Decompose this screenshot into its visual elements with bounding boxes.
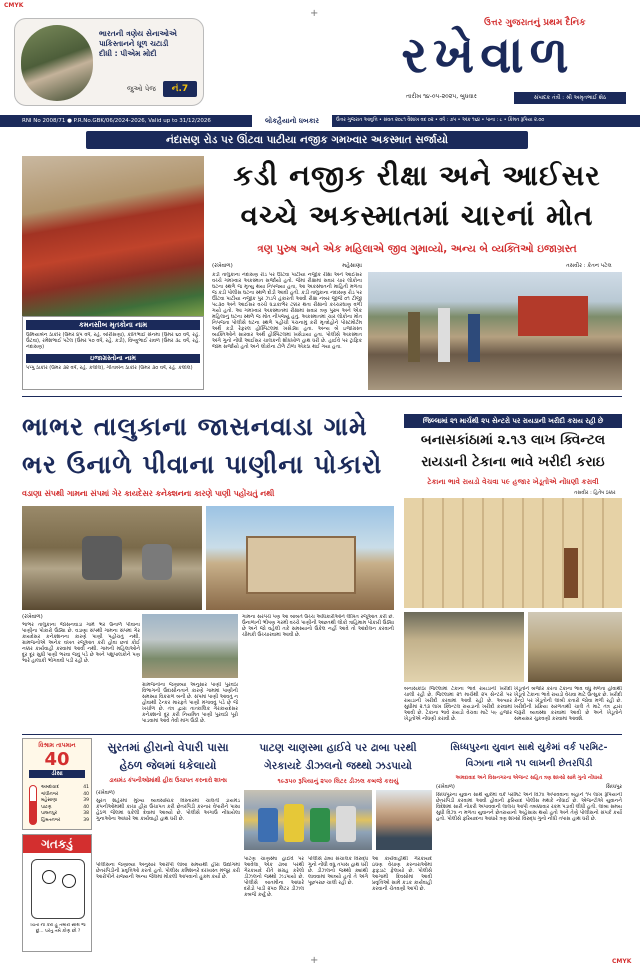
story-1-kicker-text: નંદાસણ રોડ પર ઊંટવા પાટીયા નજીક ગમખ્વાર અકસ્માત સર્જાયો [165,134,448,146]
story-6-dateline [436,784,622,790]
weather-row: મહેસાણા 39 [41,798,89,803]
dateline-source: (રખેવાળ) [436,784,455,790]
edition-line: ઉત્તર ગુજરાત આવૃત્તિ • સંવત ૨૦૮૧ વૈશાખ વદ ૦૨ • વર્ષ : ૭૫ • અંક ૧૬૪ • પાના : ૮ • કિંમત રૂપિયા ૨.૦૦ [336,118,545,123]
worker-shape [564,548,578,598]
building-shape [246,536,356,594]
teaser-line: ભારતની ત્રણેય સેનાઓએ [99,29,177,38]
story-4-dateline: (રખેવાળ) [96,790,115,796]
can-shape [336,806,356,842]
story-2-body-col-1: ભાભર તાલુકાના જાસનવાડા ગામે ભર ઉનાળે પીવાના પાણીના પોકારો ઉઠ્યા છે. વડાણા સંપથી ગામના સંપમાં ગેર કાયદેસર કનેક્શનના કારણે પાણી પહોંચતું નથી. ગ્રામજનોએ અનેક વખત રજૂઆત કરી હોવા છતાં કોઈ નક્કર કાર્યવાહી કરવામાં આવી નથી. ગામની મહિલાઓને દૂર દૂર સુધી પાણી ભરવા જવું પડે છે અને પશુપાલકોને પણ ભારે હાલાકી ભોગવવી પડી રહી છે. [22,622,140,664]
story-1-subhead: ત્રણ પુરુષ અને એક મહિલાએ જીવ ગુમાવ્યો, અન્ય બે વ્યક્તિઓ ઇજાગ્રસ્ત [257,243,577,255]
can-shape [284,804,304,842]
can-shape [258,808,278,842]
color-registration-mark-br: CMYK [612,958,632,965]
cartoon-drawing [31,859,85,919]
crosshair-mark: + [310,955,319,966]
story-3-photo-trolley [528,612,622,682]
story-3-headline-2: રાયડાની ટેકાના ભાવે ખરીદી કરાઇ [421,454,605,470]
story-6-body: સિધ્ધપુરના યુવાન સાથે યુકેમાં વર્ક પરમિટ અને વિઝા અપાવવાના બહાને ૧૫ લાખ રૂપિયાની છેતરપિંડી કરવામાં આવી હોવાની ફરિયાદ પોલીસ મથકે નોંધાઈ છે. એજન્ટોએ યુવાનને વિદેશમાં સારી નોકરી અપાવવાની લાલચ આપી તબક્કાવાર રકમ પડાવી લીધી હતી. લાંબા સમય સુધી વિઝા ન મળતા યુવાનને છેતરાયાનો અહેસાસ થયો હતો અને તેણે પોલીસનો સંપર્ક કર્યો હતો. પોલીસે ફરિયાદના આધારે ત્રણ શખ્સો વિરુદ્ધ ગુનો નોંધી તપાસ હાથ ધરી છે. [436,792,622,822]
story-6-subhead: અમદાવાદ અને વિસનગરના એજન્ટ સહિત ત્રણ શખ્સો સામે ગુનો નોંધાયો [455,775,603,781]
story-5-headline-2: ગેરકાયદે ડીઝલનો જથ્થો ઝડપાયો [264,760,412,772]
weather-table [41,785,89,824]
weather-row: ગાંધીનગર 40 [41,791,89,797]
weather-row: પાટણ 40 [41,804,89,810]
tagline: ઉત્તર ગુજરાતનું પ્રથમ દૈનિક [484,18,586,28]
dateline-place: સિધ્ધપુર [606,784,622,790]
photo-credit: તસવીર : કેતન પટેલ [566,263,612,269]
story-3-body-col-2: ખેડૂતોને બજાર કરતા ટેકાના ભાવ વધુ મળતા હોવાથી ખેડૂતો ટેકાના ભાવે રાયડો વેચવા માટે ઉત્સુક છે. ખરીદી કેન્દ્રો પર ખેડૂતોની લાંબી કતારો જોવા મળી રહી છે. ખરીદીની પ્રક્રિયા સરળતાથી ચાલે તે માટે તંત્ર દ્વારા જરૂરી વ્યવસ્થા કરવામાં આવી છે અને ખેડૂતોને સમયસર ચુકવણી કરવામાં આવશે. [514,686,622,722]
story-5-photo-officer [376,790,432,850]
cartoon-figure [42,870,56,884]
can-shape [310,808,330,842]
story-4-headline-1: સુરતમાં હીરાનો વેપારી પાસા [107,741,229,754]
rni-line: RNI No 2008/71 ● P.R.No.GBK/06/2024-2026, Valid up to 31/12/2026 [22,118,211,124]
weather-row: અમદાવાદ 41 [41,785,89,790]
newspaper-title: રખેવાળ [401,26,575,84]
section-divider [22,734,622,735]
story-3-kicker: જિલ્લામાં ૨૧ માર્ચથી ૨૫ સેન્ટરો પર રાયડાની ખરીદી કરાય રહી છે [404,414,622,428]
story-5-subhead: ૧૯૩૫૦ રૂપિયાનું ૨૫૦ લિટર ડીઝલ કબજે કરાયું [277,778,399,785]
dateline-source: (રખેવાળ) [212,263,233,269]
gatakdu-caption: ચિંતા ના કરો હું તમારી સાથે જ છું... પરંતુ તમે કોણ છો ? [30,923,86,934]
weather-row: હિંમતનગર 39 [41,817,89,823]
story-2-photo-road [142,614,238,678]
injured-title: ઇજાગ્રસ્તોના નામ [26,354,200,363]
story-5-headline-1: પાટણ ચાણસ્મા હાઈવે પર ઢાબા પરથી [259,742,417,754]
story-2-headline-2: ભર ઉનાળે પીવાના પાણીના પોકારો [22,450,383,479]
victims-list: ઉમિયાબેન ઠાકોર (ઉંમર ૪૫ વર્ષ, રહે. બોરીસણા), કાંતિભાઈ સેનમા (ઉંમર ૬૦ વર્ષ, રહે. ઉંટવા), રમેશભાઈ પટેલ (ઉંમર ૫૦ વર્ષ, રહે. કડી), વિષ્ણુભાઈ રાવળ (ઉંમર ૩૮ વર્ષ, રહે. નંદાસણ) [26,332,200,350]
injured-list: પપ્પુ ઠાકોર (ઉંમર ૩૨ વર્ષ, રહે. કલોલ), ગીતાબેન ઠાકોર (ઉંમર ૩૦ વર્ષ, રહે. કલોલ) [26,365,193,371]
victims-box [22,316,204,390]
tank-shape [142,544,172,580]
story-3-headline-1: બનાસકાંઠામાં ૨.૧૩ લાખ ક્વિન્ટલ [420,432,606,448]
story-2-photo-building [206,506,394,610]
story-4-body-2: પોલીસના જણાવ્યા અનુસાર આરોપી લાંબા સમયથી હીરા ઉદ્યોગમાં છેતરપિંડીની પ્રવૃત્તિઓ કરતો હતો. પોલીસ કમિશનરે દરખાસ્ત મંજૂર કરી આરોપીને રાજ્યની અન્ય જેલમાં મોકલી આપવાનો હુકમ કર્યો છે. [96,862,240,880]
story-1-dateline [212,263,362,270]
story-2-body-col-2: ગ્રામજનોના જણાવ્યા અનુસાર પાણી પુરવઠા વિભાગની ઉદાસીનતાને કારણે ગામમાં પાણીની સમસ્યા વિકરાળ બની છે. સંપમાં પાણી આવતું ન હોવાથી ટેન્કર મારફતે પાણી મંગાવવું પડે છે જે ખર્ચાળ છે. તંત્ર દ્વારા તાત્કાલિક ગેરકાયદેસર કનેક્શનો દૂર કરી નિયમિત પાણી પુરવઠો પૂરો પાડવામાં આવે તેવી માંગ ઉઠી છે. [142,682,238,724]
story-5-body-3: આ કાર્યવાહીથી ગેરકાયદે ઇંધણ વેચાણ કરનારાઓમાં ફફડાટ ફેલાયો છે. પોલીસે આગામી દિવસોમાં આવી પ્રવૃત્તિઓ સામે કડક કાર્યવાહી કરવાની ચેતવણી આપી છે. [372,856,432,892]
story-5-body-2: પોલીસે ઢાબા સંચાલક વિરુદ્ધ ગુનો નોંધી વધુ તપાસ હાથ ધરી છે. ડીઝલનો જથ્થો ક્યાંથી લાવવામાં આવ્યો હતો તે અંગે પૂછપરછ ચાલી રહી છે. [308,856,368,886]
truck-shape [518,296,588,336]
issue-date: તારીખ ૧૪-૦૫-૨૦૨૫, બુધવાર [406,93,477,100]
weather-row: પાલનપુર 38 [41,811,89,816]
teaser-line: દીધી : પીએમ મોદી [99,49,157,58]
masthead [14,18,626,115]
story-3-subhead: ટેકાના ભાવે રાયડો વેચવા ૫૯ હજાર ખેડૂતોએ નોંધણી કરાવી [427,477,599,486]
weather-title: વિશ્રામ તાપમાન [38,742,76,749]
info-strip [0,115,640,127]
teaser-page-no: નં.7 [163,81,197,97]
teaser-page-label: જુઓ પેજ [127,85,156,93]
story-4-headline-2: હેઠળ જેલમાં ધકેલાયો [119,759,217,772]
weather-box [22,738,92,830]
story-6-headline-1: સિધ્ધપુરના યુવાન સાથે યુકેમાં વર્ક પરમિટ- [450,742,608,753]
story-4-subhead: ડાયમંડ કંપનીઓમાંથી હીરા ઉચાપત કરનારો શખ્સ [109,778,227,784]
person-shape [438,308,450,362]
story-3-body-col-1: બનાસકાંઠા જિલ્લામાં ટેકાના ભાવે રાયડાની ખરીદી ચાલી રહી છે. જિલ્લામાં ૨૧ માર્ચથી ૨૫ સેન્ટરો પર રાયડાની ખરીદી કરવામાં આવી રહી છે. અત્યાર સુધીમાં ૨.૧૩ લાખ ક્વિન્ટલ રાયડાની ખરીદી કરવામાં આવી છે. ટેકાના ભાવે રાયડો વેચવા માટે ૫૯ હજાર ખેડૂતોએ નોંધણી કરાવી છે. [404,686,512,722]
story-4-body-1: સુરત શહેરમાં મુખ્ય વ્યવસાયિક વિસ્તારમાં ચાલતી ડાયમંડ કંપનીઓમાંથી કાચા હીરા ઉચાપત કરી છેતરપિંડી કરનાર વેપારીને પાસા હેઠળ જેલમાં ધકેલી દેવામાં આવ્યો છે. પોલીસે અગાઉ નોંધાયેલા ગુનાઓના આધારે આ કાર્યવાહી હાથ ધરી છે. [96,798,240,822]
story-2-photo-tanks [22,506,202,610]
section-divider [22,396,622,397]
crosshair-mark: + [310,8,319,19]
person-shape [408,312,420,362]
victims-title: કમનસીબ મૃતકોના નામ [26,320,200,330]
teaser-photo [21,25,93,101]
story-1-photo-crowd [368,272,622,390]
story-3-photo-bags [404,612,524,682]
teaser-line: પાકિસ્તાનને ધૂળ ચટાડી [99,39,169,48]
story-5-photo-cans [244,790,372,850]
story-1-headline-2: વચ્ચે અકસ્માતમાં ચારનાં મોત [240,199,594,232]
weather-temp: 40 [44,749,70,770]
story-1-body: કડી તાલુકાના નંદાસણ રોડ પર ઊંટવા પાટીયા નજીક રીક્ષા અને આઈસર વચ્ચે ગમખ્વાર અકસ્માત સર્જાયો હતો. જેમાં રીક્ષામાં સવાર ચાર લોકોના ઘટના સ્થળે જ મૃત્યુ થયા નિપજ્યા હતા, આ અકસ્માતની માહિતી મળતા જ કડી પોલીસ ઘટના સ્થળે દોડી આવી હતી. કડી તાલુકાના નંદાસણ રોડ પર ઊંટવા પાટીયા નજીક પુર ઝડપે હંકારતી આવી રીક્ષા નંબર જીજે ૦૧ ટીજી ૫૮૩૦ અને આઈસર વચ્ચે ધડાકાભેર ટક્કર થતા રીક્ષાનો કચ્ચરઘાણ વળી ગયો હતો. આ ગમખ્વાર અકસ્માતમાં રીક્ષામાં સવાર ત્રણ પુરુષ અને એક મહિલાનું ઘટના સ્થળે જ મોત નીપજ્યું હતું. અકસ્માતમાં ચાર લોકોના મોત નિપજતા પોલીસે ઘટના સ્થળે પહોંચી પંચનામું કરી મૃતદેહોને પોસ્ટમોર્ટમ અર્થે કડી રેફરલ હોસ્પિટલમાં ખસેડ્યા હતા. અન્ય બે ઇજાગ્રસ્ત વ્યક્તિઓને સારવાર અર્થે હોસ્પિટલમાં ખસેડાયા હતા. પોલીસે અકસ્માત અંગે ગુનો નોંધી આઈસર ચાલકની શોધખોળ હાથ ધરી છે. હાઈવે પર ટ્રાફિક જામ સર્જાયો હતો અને લોકોના ટોળે ટોળા એકઠા થઈ ગયા હતા. [212,272,362,350]
story-1-headline-1: કડી નજીક રીક્ષા અને આઈસર [233,159,601,192]
gatakdu-title: ગતકડું [23,835,91,853]
story-2-headline-1: ભાભર તાલુકાના જાસનવાડા ગામે [22,412,368,441]
color-registration-mark: CMYK [4,2,24,9]
story-2-subhead: વડાણા સંપથી ગામના સંપમાં ગેર કાયદેસર કનેક્શનના કારણે પાણી પહોંચતું નથી [22,489,275,498]
cartoon-figure [62,874,76,888]
teaser-box[interactable] [14,18,204,106]
weather-city: ડીસા [29,770,85,778]
story-3-photo-sacks [404,498,622,608]
dateline-place: મહેસાણા [342,263,362,269]
gatakdu-box [22,834,92,952]
teaser-text [99,29,203,59]
story-2-dateline: (રખેવાળ) [22,614,43,620]
thermometer-icon [29,785,37,825]
photo-credit: તસવીર : હિતેષ ઠક્કર [574,490,616,496]
section-label: લોકહૈયાનો ધબકાર [252,115,332,127]
person-shape [468,314,480,362]
tank-shape [82,536,122,580]
story-1-kicker [86,131,528,149]
story-5-body-1: પાટણ ચાણસ્મા હાઈવે પર આવેલા એક ઢાબા પરથી ગેરકાયદે રીતે સંગ્રહ કરેલો ડીઝલનો જથ્થો ઝડપાયો છે. પોલીસે બાતમીના આધારે દરોડો પાડી ૨૫૦ લિટર ડીઝલ કબજે કર્યું છે. [244,856,304,898]
editor-line: સંપાદક તંત્રી : શ્રી અમૃતભાઈ શેઠ [514,92,626,104]
story-6-headline-2: વિઝાના નામે ૧૫ લાખની છેતરપિંડી [465,758,593,769]
story-2-body-col-3: ગામના સરપંચે પણ આ બાબતે ઉચ્ચ અધિકારીઓને લેખિત રજૂઆત કરી છે. ઉનાળાની ભીષણ ગરમી વચ્ચે પાણીની અછતથી લોકો ત્રાહિમામ પોકારી ઉઠ્યા છે અને જો વહેલી તકે સમસ્યાનો ઉકેલ નહીં આવે તો આંદોલન કરવાની ચીમકી ઉચ્ચારવામાં આવી છે. [242,614,394,638]
